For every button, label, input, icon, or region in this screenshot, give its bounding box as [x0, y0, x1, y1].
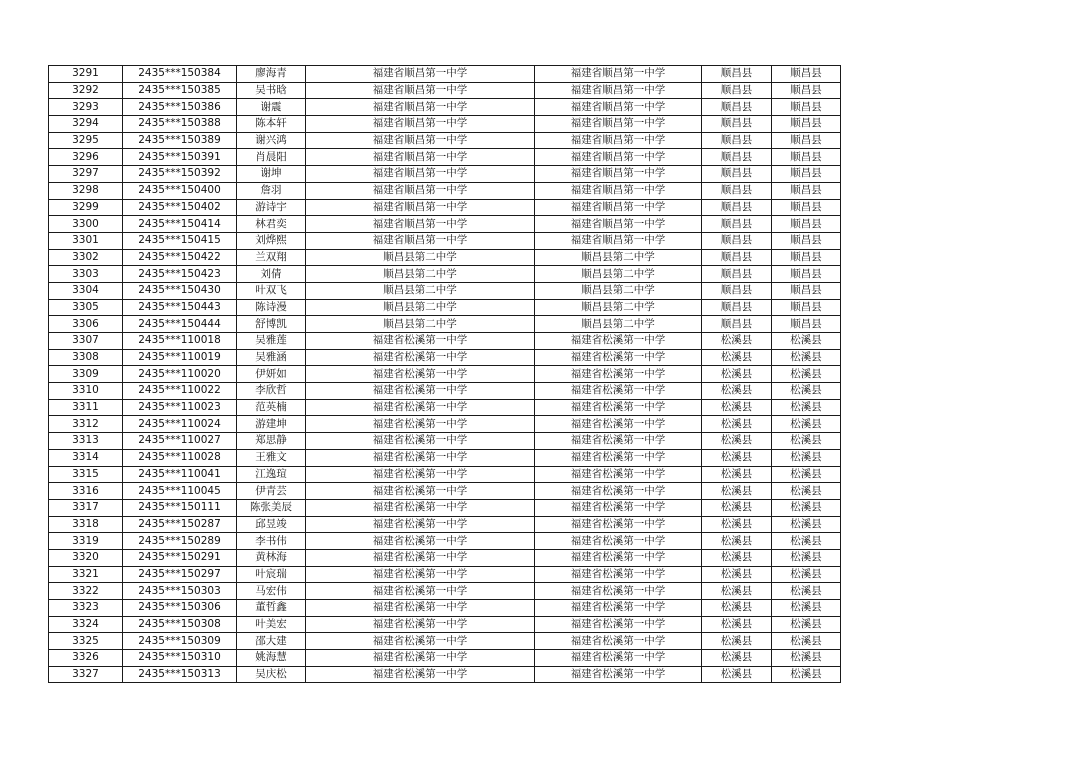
school-cell: 福建省顺昌第一中学: [306, 232, 535, 249]
registered-school-cell: 福建省顺昌第一中学: [535, 182, 702, 199]
registered-county-cell: 松溪县: [772, 549, 841, 566]
serial-number-cell: 3319: [49, 533, 123, 550]
exam-id-cell: 2435***150423: [123, 266, 237, 283]
registered-school-cell: 福建省顺昌第一中学: [535, 82, 702, 99]
county-cell: 松溪县: [702, 399, 772, 416]
exam-id-cell: 2435***110023: [123, 399, 237, 416]
registered-school-cell: 福建省松溪第一中学: [535, 416, 702, 433]
table-row: [49, 266, 841, 283]
registered-county-cell: 松溪县: [772, 533, 841, 550]
table-row: [49, 433, 841, 450]
registered-school-cell: 福建省顺昌第一中学: [535, 199, 702, 216]
exam-id-cell: 2435***150309: [123, 633, 237, 650]
registered-school-cell: 福建省顺昌第一中学: [535, 132, 702, 149]
registered-school-cell: 顺昌县第二中学: [535, 266, 702, 283]
school-cell: 福建省松溪第一中学: [306, 383, 535, 400]
registered-county-cell: 松溪县: [772, 399, 841, 416]
table-row: [49, 666, 841, 683]
serial-number-cell: 3297: [49, 166, 123, 183]
school-cell: 福建省顺昌第一中学: [306, 82, 535, 99]
serial-number-cell: 3322: [49, 583, 123, 600]
school-cell: 福建省松溪第一中学: [306, 349, 535, 366]
registered-county-cell: 松溪县: [772, 366, 841, 383]
county-cell: 顺昌县: [702, 299, 772, 316]
registered-county-cell: 松溪县: [772, 499, 841, 516]
registered-school-cell: 福建省松溪第一中学: [535, 666, 702, 683]
county-cell: 顺昌县: [702, 116, 772, 133]
registered-school-cell: 福建省松溪第一中学: [535, 533, 702, 550]
student-name-cell: 兰双翔: [237, 249, 306, 266]
school-cell: 福建省松溪第一中学: [306, 333, 535, 350]
student-name-cell: 邵大建: [237, 633, 306, 650]
county-cell: 松溪县: [702, 633, 772, 650]
serial-number-cell: 3323: [49, 600, 123, 617]
table-row: [49, 416, 841, 433]
exam-id-cell: 2435***110020: [123, 366, 237, 383]
table-row: [49, 316, 841, 333]
serial-number-cell: 3300: [49, 216, 123, 233]
student-name-cell: 刘倩: [237, 266, 306, 283]
student-name-cell: 谢兴鸿: [237, 132, 306, 149]
school-cell: 顺昌县第二中学: [306, 266, 535, 283]
serial-number-cell: 3306: [49, 316, 123, 333]
registered-school-cell: 福建省松溪第一中学: [535, 583, 702, 600]
registered-school-cell: 福建省松溪第一中学: [535, 650, 702, 667]
table-row: [49, 166, 841, 183]
student-name-cell: 肖晨阳: [237, 149, 306, 166]
registered-county-cell: 顺昌县: [772, 99, 841, 116]
school-cell: 福建省松溪第一中学: [306, 416, 535, 433]
student-name-cell: 舒博凯: [237, 316, 306, 333]
county-cell: 顺昌县: [702, 316, 772, 333]
serial-number-cell: 3304: [49, 282, 123, 299]
serial-number-cell: 3326: [49, 650, 123, 667]
registered-school-cell: 福建省松溪第一中学: [535, 499, 702, 516]
school-cell: 福建省松溪第一中学: [306, 533, 535, 550]
county-cell: 松溪县: [702, 416, 772, 433]
student-name-cell: 范英楠: [237, 399, 306, 416]
exam-id-cell: 2435***110041: [123, 466, 237, 483]
serial-number-cell: 3313: [49, 433, 123, 450]
school-cell: 福建省松溪第一中学: [306, 366, 535, 383]
registered-county-cell: 顺昌县: [772, 149, 841, 166]
student-name-cell: 李书伟: [237, 533, 306, 550]
student-name-cell: 王雅文: [237, 449, 306, 466]
county-cell: 松溪县: [702, 366, 772, 383]
registered-school-cell: 福建省顺昌第一中学: [535, 116, 702, 133]
county-cell: 松溪县: [702, 583, 772, 600]
school-cell: 福建省顺昌第一中学: [306, 66, 535, 83]
school-cell: 顺昌县第二中学: [306, 282, 535, 299]
registered-county-cell: 顺昌县: [772, 249, 841, 266]
student-name-cell: 陈诗漫: [237, 299, 306, 316]
student-name-cell: 叶美宏: [237, 616, 306, 633]
registered-school-cell: 福建省松溪第一中学: [535, 600, 702, 617]
serial-number-cell: 3291: [49, 66, 123, 83]
registered-school-cell: 福建省松溪第一中学: [535, 399, 702, 416]
serial-number-cell: 3316: [49, 483, 123, 500]
exam-id-cell: 2435***150415: [123, 232, 237, 249]
exam-id-cell: 2435***150291: [123, 549, 237, 566]
student-name-cell: 陈本轩: [237, 116, 306, 133]
exam-id-cell: 2435***150443: [123, 299, 237, 316]
student-name-cell: 吴书晗: [237, 82, 306, 99]
school-cell: 福建省松溪第一中学: [306, 466, 535, 483]
registered-school-cell: 福建省顺昌第一中学: [535, 66, 702, 83]
registered-county-cell: 顺昌县: [772, 166, 841, 183]
exam-id-cell: 2435***110045: [123, 483, 237, 500]
serial-number-cell: 3303: [49, 266, 123, 283]
student-name-cell: 马宏伟: [237, 583, 306, 600]
county-cell: 顺昌县: [702, 199, 772, 216]
registered-county-cell: 松溪县: [772, 383, 841, 400]
student-name-cell: 叶宸瑞: [237, 566, 306, 583]
serial-number-cell: 3305: [49, 299, 123, 316]
county-cell: 松溪县: [702, 566, 772, 583]
student-name-cell: 李欣哲: [237, 383, 306, 400]
exam-id-cell: 2435***150313: [123, 666, 237, 683]
table-row: [49, 499, 841, 516]
serial-number-cell: 3320: [49, 549, 123, 566]
registered-school-cell: 福建省顺昌第一中学: [535, 216, 702, 233]
serial-number-cell: 3317: [49, 499, 123, 516]
roster-table-body: [49, 66, 841, 683]
table-row: [49, 600, 841, 617]
serial-number-cell: 3298: [49, 182, 123, 199]
student-name-cell: 游建坤: [237, 416, 306, 433]
registered-county-cell: 顺昌县: [772, 132, 841, 149]
exam-id-cell: 2435***150402: [123, 199, 237, 216]
exam-id-cell: 2435***110019: [123, 349, 237, 366]
school-cell: 福建省顺昌第一中学: [306, 166, 535, 183]
registered-county-cell: 顺昌县: [772, 82, 841, 99]
registered-school-cell: 福建省松溪第一中学: [535, 349, 702, 366]
serial-number-cell: 3311: [49, 399, 123, 416]
county-cell: 顺昌县: [702, 266, 772, 283]
student-name-cell: 刘烨熙: [237, 232, 306, 249]
student-name-cell: 叶双飞: [237, 282, 306, 299]
county-cell: 顺昌县: [702, 66, 772, 83]
serial-number-cell: 3308: [49, 349, 123, 366]
school-cell: 福建省松溪第一中学: [306, 433, 535, 450]
registered-school-cell: 福建省松溪第一中学: [535, 366, 702, 383]
county-cell: 松溪县: [702, 466, 772, 483]
serial-number-cell: 3299: [49, 199, 123, 216]
registered-county-cell: 松溪县: [772, 616, 841, 633]
table-row: [49, 466, 841, 483]
registered-county-cell: 松溪县: [772, 466, 841, 483]
student-name-cell: 姚海慧: [237, 650, 306, 667]
student-name-cell: 邱昱竣: [237, 516, 306, 533]
registered-county-cell: 松溪县: [772, 433, 841, 450]
county-cell: 松溪县: [702, 666, 772, 683]
table-row: [49, 66, 841, 83]
registered-school-cell: 顺昌县第二中学: [535, 249, 702, 266]
serial-number-cell: 3295: [49, 132, 123, 149]
registered-county-cell: 顺昌县: [772, 316, 841, 333]
table-row: [49, 483, 841, 500]
exam-id-cell: 2435***150400: [123, 182, 237, 199]
registered-county-cell: 顺昌县: [772, 216, 841, 233]
roster-table: [48, 65, 841, 683]
student-name-cell: 吴雅涵: [237, 349, 306, 366]
exam-id-cell: 2435***150444: [123, 316, 237, 333]
registered-county-cell: 顺昌县: [772, 116, 841, 133]
exam-id-cell: 2435***150297: [123, 566, 237, 583]
registered-school-cell: 福建省松溪第一中学: [535, 333, 702, 350]
registered-school-cell: 福建省松溪第一中学: [535, 449, 702, 466]
table-row: [49, 449, 841, 466]
school-cell: 福建省松溪第一中学: [306, 650, 535, 667]
student-name-cell: 吴雅莲: [237, 333, 306, 350]
table-row: [49, 216, 841, 233]
student-name-cell: 谢坤: [237, 166, 306, 183]
exam-id-cell: 2435***150430: [123, 282, 237, 299]
school-cell: 福建省松溪第一中学: [306, 633, 535, 650]
serial-number-cell: 3310: [49, 383, 123, 400]
student-name-cell: 游诗宇: [237, 199, 306, 216]
table-row: [49, 516, 841, 533]
serial-number-cell: 3324: [49, 616, 123, 633]
serial-number-cell: 3321: [49, 566, 123, 583]
county-cell: 顺昌县: [702, 149, 772, 166]
table-row: [49, 549, 841, 566]
exam-id-cell: 2435***150384: [123, 66, 237, 83]
table-row: [49, 282, 841, 299]
table-row: [49, 399, 841, 416]
exam-id-cell: 2435***110018: [123, 333, 237, 350]
registered-county-cell: 松溪县: [772, 349, 841, 366]
table-row: [49, 366, 841, 383]
table-row: [49, 383, 841, 400]
school-cell: 福建省松溪第一中学: [306, 583, 535, 600]
school-cell: 福建省松溪第一中学: [306, 616, 535, 633]
school-cell: 福建省松溪第一中学: [306, 499, 535, 516]
exam-id-cell: 2435***110028: [123, 449, 237, 466]
exam-id-cell: 2435***150303: [123, 583, 237, 600]
table-row: [49, 616, 841, 633]
school-cell: 顺昌县第二中学: [306, 316, 535, 333]
county-cell: 顺昌县: [702, 166, 772, 183]
county-cell: 顺昌县: [702, 216, 772, 233]
exam-id-cell: 2435***150306: [123, 600, 237, 617]
county-cell: 松溪县: [702, 449, 772, 466]
exam-id-cell: 2435***150392: [123, 166, 237, 183]
registered-school-cell: 顺昌县第二中学: [535, 316, 702, 333]
table-row: [49, 349, 841, 366]
county-cell: 松溪县: [702, 433, 772, 450]
school-cell: 福建省顺昌第一中学: [306, 199, 535, 216]
county-cell: 松溪县: [702, 333, 772, 350]
school-cell: 福建省顺昌第一中学: [306, 216, 535, 233]
serial-number-cell: 3292: [49, 82, 123, 99]
registered-county-cell: 顺昌县: [772, 266, 841, 283]
student-name-cell: 江逸瑄: [237, 466, 306, 483]
registered-county-cell: 松溪县: [772, 666, 841, 683]
serial-number-cell: 3315: [49, 466, 123, 483]
school-cell: 福建省松溪第一中学: [306, 483, 535, 500]
school-cell: 福建省松溪第一中学: [306, 566, 535, 583]
registered-county-cell: 松溪县: [772, 650, 841, 667]
school-cell: 福建省松溪第一中学: [306, 666, 535, 683]
table-row: [49, 533, 841, 550]
student-name-cell: 郑思静: [237, 433, 306, 450]
table-row: [49, 199, 841, 216]
exam-id-cell: 2435***150389: [123, 132, 237, 149]
registered-county-cell: 松溪县: [772, 449, 841, 466]
table-row: [49, 116, 841, 133]
county-cell: 松溪县: [702, 349, 772, 366]
table-row: [49, 583, 841, 600]
registered-school-cell: 福建省松溪第一中学: [535, 549, 702, 566]
exam-id-cell: 2435***150289: [123, 533, 237, 550]
county-cell: 松溪县: [702, 533, 772, 550]
registered-school-cell: 福建省松溪第一中学: [535, 633, 702, 650]
table-row: [49, 633, 841, 650]
exam-id-cell: 2435***150388: [123, 116, 237, 133]
registered-county-cell: 顺昌县: [772, 182, 841, 199]
student-name-cell: 伊妍如: [237, 366, 306, 383]
exam-id-cell: 2435***150422: [123, 249, 237, 266]
student-name-cell: 董哲鑫: [237, 600, 306, 617]
exam-id-cell: 2435***150308: [123, 616, 237, 633]
registered-county-cell: 顺昌县: [772, 232, 841, 249]
registered-school-cell: 福建省松溪第一中学: [535, 483, 702, 500]
school-cell: 顺昌县第二中学: [306, 299, 535, 316]
serial-number-cell: 3314: [49, 449, 123, 466]
registered-school-cell: 福建省松溪第一中学: [535, 616, 702, 633]
student-name-cell: 林君奕: [237, 216, 306, 233]
serial-number-cell: 3301: [49, 232, 123, 249]
registered-school-cell: 福建省松溪第一中学: [535, 433, 702, 450]
table-row: [49, 566, 841, 583]
student-name-cell: 谢震: [237, 99, 306, 116]
registered-county-cell: 松溪县: [772, 416, 841, 433]
exam-id-cell: 2435***110024: [123, 416, 237, 433]
serial-number-cell: 3307: [49, 333, 123, 350]
exam-id-cell: 2435***150391: [123, 149, 237, 166]
table-row: [49, 650, 841, 667]
serial-number-cell: 3294: [49, 116, 123, 133]
exam-id-cell: 2435***150111: [123, 499, 237, 516]
registered-county-cell: 松溪县: [772, 600, 841, 617]
county-cell: 松溪县: [702, 600, 772, 617]
school-cell: 福建省顺昌第一中学: [306, 132, 535, 149]
registered-school-cell: 福建省松溪第一中学: [535, 466, 702, 483]
county-cell: 松溪县: [702, 549, 772, 566]
school-cell: 顺昌县第二中学: [306, 249, 535, 266]
registered-county-cell: 松溪县: [772, 483, 841, 500]
student-name-cell: 廖海青: [237, 66, 306, 83]
exam-id-cell: 2435***150385: [123, 82, 237, 99]
student-name-cell: 伊青芸: [237, 483, 306, 500]
serial-number-cell: 3309: [49, 366, 123, 383]
serial-number-cell: 3318: [49, 516, 123, 533]
county-cell: 顺昌县: [702, 232, 772, 249]
county-cell: 松溪县: [702, 650, 772, 667]
registered-school-cell: 福建省顺昌第一中学: [535, 232, 702, 249]
exam-id-cell: 2435***150386: [123, 99, 237, 116]
serial-number-cell: 3296: [49, 149, 123, 166]
registered-county-cell: 松溪县: [772, 583, 841, 600]
registered-school-cell: 顺昌县第二中学: [535, 299, 702, 316]
table-row: [49, 99, 841, 116]
table-row: [49, 82, 841, 99]
exam-id-cell: 2435***150287: [123, 516, 237, 533]
exam-id-cell: 2435***110027: [123, 433, 237, 450]
county-cell: 松溪县: [702, 499, 772, 516]
school-cell: 福建省顺昌第一中学: [306, 116, 535, 133]
county-cell: 松溪县: [702, 516, 772, 533]
registered-school-cell: 福建省顺昌第一中学: [535, 149, 702, 166]
school-cell: 福建省松溪第一中学: [306, 549, 535, 566]
county-cell: 顺昌县: [702, 99, 772, 116]
student-name-cell: 陈张美辰: [237, 499, 306, 516]
registered-county-cell: 顺昌县: [772, 199, 841, 216]
registered-county-cell: 顺昌县: [772, 282, 841, 299]
table-row: [49, 249, 841, 266]
registered-school-cell: 顺昌县第二中学: [535, 282, 702, 299]
table-row: [49, 333, 841, 350]
student-name-cell: 詹羽: [237, 182, 306, 199]
registered-county-cell: 松溪县: [772, 333, 841, 350]
registered-county-cell: 顺昌县: [772, 66, 841, 83]
county-cell: 顺昌县: [702, 182, 772, 199]
school-cell: 福建省松溪第一中学: [306, 600, 535, 617]
county-cell: 松溪县: [702, 383, 772, 400]
registered-school-cell: 福建省顺昌第一中学: [535, 99, 702, 116]
table-row: [49, 232, 841, 249]
county-cell: 松溪县: [702, 616, 772, 633]
county-cell: 松溪县: [702, 483, 772, 500]
exam-id-cell: 2435***110022: [123, 383, 237, 400]
registered-school-cell: 福建省顺昌第一中学: [535, 166, 702, 183]
registered-county-cell: 松溪县: [772, 516, 841, 533]
registered-county-cell: 松溪县: [772, 633, 841, 650]
school-cell: 福建省松溪第一中学: [306, 449, 535, 466]
serial-number-cell: 3327: [49, 666, 123, 683]
serial-number-cell: 3293: [49, 99, 123, 116]
county-cell: 顺昌县: [702, 249, 772, 266]
county-cell: 顺昌县: [702, 82, 772, 99]
serial-number-cell: 3312: [49, 416, 123, 433]
school-cell: 福建省松溪第一中学: [306, 516, 535, 533]
student-name-cell: 吴庆松: [237, 666, 306, 683]
county-cell: 顺昌县: [702, 132, 772, 149]
exam-id-cell: 2435***150310: [123, 650, 237, 667]
registered-school-cell: 福建省松溪第一中学: [535, 516, 702, 533]
table-row: [49, 299, 841, 316]
registered-county-cell: 顺昌县: [772, 299, 841, 316]
county-cell: 顺昌县: [702, 282, 772, 299]
table-row: [49, 182, 841, 199]
registered-school-cell: 福建省松溪第一中学: [535, 566, 702, 583]
student-name-cell: 黄林海: [237, 549, 306, 566]
school-cell: 福建省顺昌第一中学: [306, 99, 535, 116]
registered-school-cell: 福建省松溪第一中学: [535, 383, 702, 400]
exam-id-cell: 2435***150414: [123, 216, 237, 233]
table-row: [49, 132, 841, 149]
serial-number-cell: 3325: [49, 633, 123, 650]
serial-number-cell: 3302: [49, 249, 123, 266]
table-row: [49, 149, 841, 166]
school-cell: 福建省顺昌第一中学: [306, 182, 535, 199]
registered-county-cell: 松溪县: [772, 566, 841, 583]
school-cell: 福建省顺昌第一中学: [306, 149, 535, 166]
school-cell: 福建省松溪第一中学: [306, 399, 535, 416]
